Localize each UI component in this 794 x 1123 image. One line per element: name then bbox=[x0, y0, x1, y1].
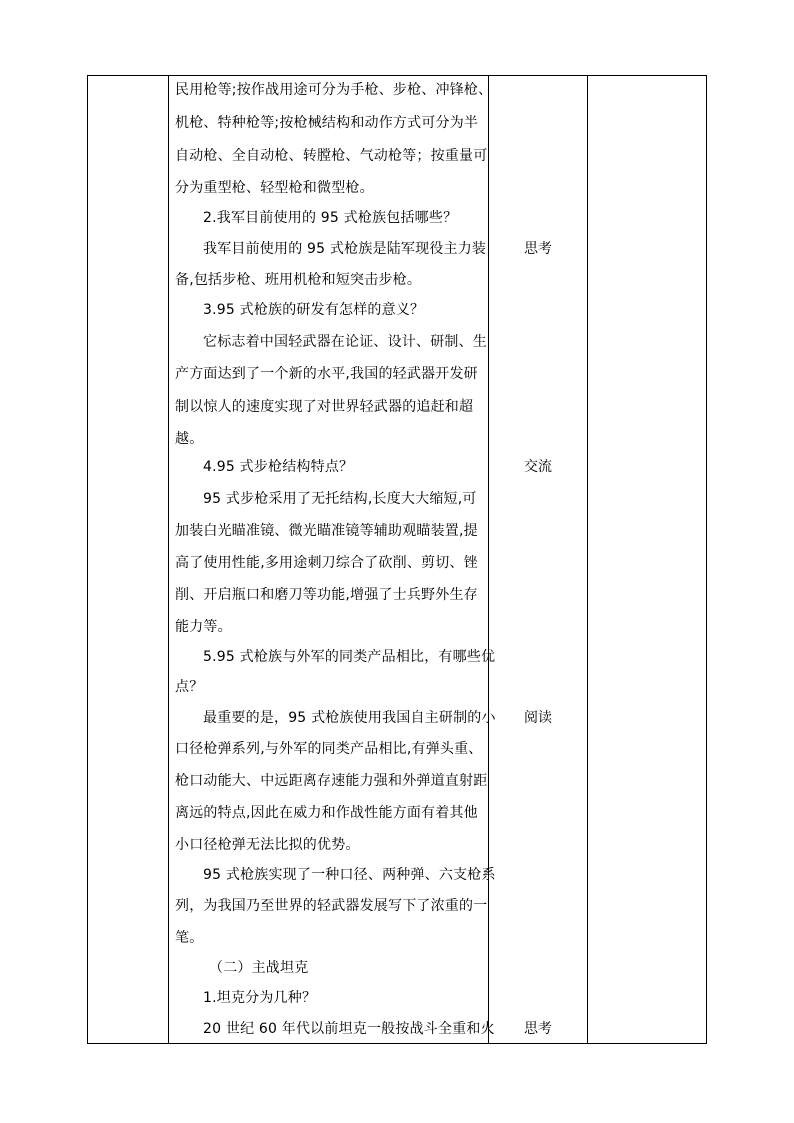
activity-label: 交流 bbox=[524, 459, 552, 475]
text-line: 离远的特点,因此在威力和作战性能方面有着其他 bbox=[175, 805, 478, 821]
text-line: 最重要的是，95 式枪族使用我国自主研制的小 bbox=[203, 710, 496, 726]
text-line: 加装白光瞄准镜、微光瞄准镜等辅助观瞄装置,提 bbox=[175, 523, 478, 539]
text-line: 点？ bbox=[175, 679, 204, 695]
text-line: 备,包括步枪、班用机枪和短突击步枪。 bbox=[175, 272, 422, 288]
text-line: 20 世纪 60 年代以前坦克一般按战斗全重和火 bbox=[203, 1021, 495, 1037]
section-heading: （二）主战坦克 bbox=[209, 960, 309, 976]
text-line: 民用枪等;按作战用途可分为手枪、步枪、冲锋枪、 bbox=[175, 82, 493, 98]
text-line: 枪口动能大、中远距离存速能力强和外弹道直射距 bbox=[175, 773, 488, 789]
text-line: 削、开启瓶口和磨刀等功能,增强了士兵野外生存 bbox=[175, 587, 478, 603]
lesson-table bbox=[87, 75, 707, 1044]
question-line: 3.95 式枪族的研发有怎样的意义？ bbox=[203, 302, 425, 318]
text-line: 95 式枪族实现了一种口径、两种弹、六支枪系 bbox=[203, 867, 496, 883]
text-line: 它标志着中国轻武器在论证、设计、研制、生 bbox=[203, 334, 487, 350]
text-line: 笔。 bbox=[175, 930, 204, 946]
text-line: 产方面达到了一个新的水平,我国的轻武器开发研 bbox=[175, 366, 478, 382]
text-line: 自动枪、全自动枪、转膛枪、气动枪等；按重量可 bbox=[175, 148, 488, 164]
text-line: 我军目前使用的 95 式枪族是陆军现役主力装 bbox=[203, 241, 487, 257]
text-line: 列，为我国乃至世界的轻武器发展写下了浓重的一 bbox=[175, 898, 488, 914]
text-line: 机枪、特种枪等;按枪械结构和动作方式可分为半 bbox=[175, 115, 479, 131]
text-line: 高了使用性能,多用途刺刀综合了砍削、剪切、锉 bbox=[175, 555, 478, 571]
question-line: 4.95 式步枪结构特点？ bbox=[203, 459, 354, 475]
column-divider bbox=[587, 76, 588, 1043]
text-line: 小口径枪弹无法比拟的优势。 bbox=[175, 837, 360, 853]
text-line: 口径枪弹系列,与外军的同类产品相比,有弹头重、 bbox=[175, 741, 483, 757]
question-line: 2.我军目前使用的 95 式枪族包括哪些？ bbox=[203, 210, 458, 226]
question-line: 5.95 式枪族与外军的同类产品相比，有哪些优 bbox=[203, 649, 496, 665]
text-line: 越。 bbox=[175, 431, 204, 447]
column-divider bbox=[168, 76, 169, 1043]
question-line: 1.坦克分为几种？ bbox=[203, 990, 317, 1006]
teaching-content-cell bbox=[171, 76, 496, 1043]
text-line: 95 式步枪采用了无托结构,长度大大缩短,可 bbox=[203, 491, 477, 507]
activity-label: 阅读 bbox=[524, 710, 552, 726]
text-line: 制以惊人的速度实现了对世界轻武器的追赶和超 bbox=[175, 399, 474, 415]
activity-label: 思考 bbox=[524, 241, 552, 257]
text-line: 能力等。 bbox=[175, 619, 232, 635]
activity-label: 思考 bbox=[524, 1021, 552, 1037]
text-line: 分为重型枪、轻型枪和微型枪。 bbox=[175, 180, 374, 196]
